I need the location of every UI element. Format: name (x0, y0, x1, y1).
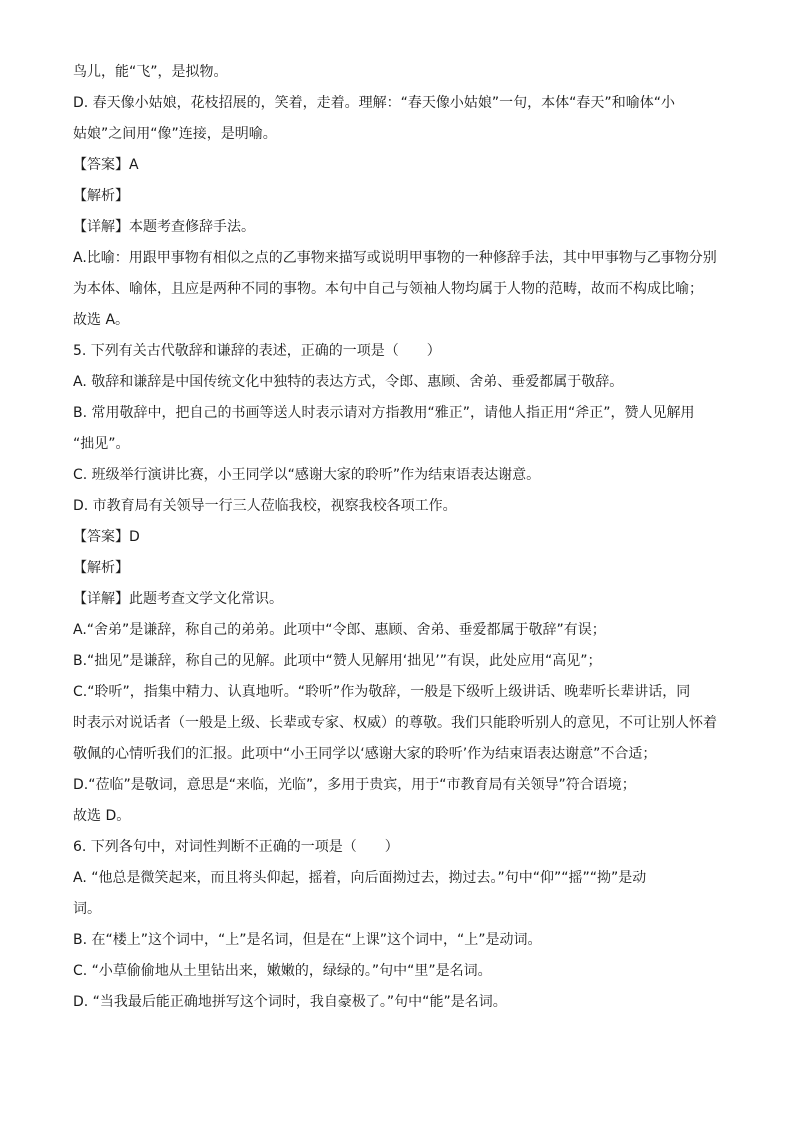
answer-label: 【答案】D (73, 529, 140, 545)
detail-label: 【详解】本题考查修辞手法。 (73, 219, 255, 235)
text-line: 时表示对说话者（一般是上级、长辈或专家、权威）的尊敬。我们只能聆听别人的意见，不可让别人怀着 (73, 715, 717, 731)
text-line: 故选 D。 (73, 808, 131, 824)
text-line: A.比喻：用跟甲事物有相似之点的乙事物来描写或说明甲事物的一种修辞手法，其中甲事物与乙事物分别 (73, 250, 717, 266)
question-5-option-d: D. 市教育局有关领导一行三人莅临我校，视察我校各项工作。 (73, 498, 457, 514)
question-5-stem: 5. 下列有关古代敬辞和谦辞的表述，正确的一项是（ ） (73, 343, 441, 359)
text-line: 为本体、喻体，且应是两种不同的事物。本句中自己与领袖人物均属于人物的范畴，故而不构成比喻； (73, 281, 703, 297)
text-line: “拙见”。 (73, 436, 130, 452)
analysis-label: 【解析】 (73, 188, 129, 204)
question-6-option-a: A. “他总是微笑起来，而且将头仰起，摇着，向后面拗过去，拗过去。”句中“仰”“摇”“拗”是动 (73, 870, 647, 886)
document-page (73, 62, 723, 1023)
text-line: 鸟儿，能“飞”，是拟物。 (73, 64, 228, 80)
answer-label: 【答案】A (73, 157, 139, 173)
text-line: 词。 (73, 901, 101, 917)
question-5-option-b: B. 常用敬辞中，把自己的书画等送人时表示请对方指教用“雅正”，请他人指正用“斧正”，赞人见解用 (73, 405, 695, 421)
text-line: 敬佩的心情听我们的汇报。此项中“小王同学以‘感谢大家的聆听’作为结束语表达谢意”不合适； (73, 746, 657, 762)
question-5-option-a: A. 敬辞和谦辞是中国传统文化中独特的表达方式，令郎、惠顾、舍弟、垂爱都属于敬辞。 (73, 374, 624, 390)
text-line: B.“拙见”是谦辞，称自己的见解。此项中“赞人见解用‘拙见’”有误，此处应用“高见”； (73, 653, 602, 669)
text-line: 故选 A。 (73, 312, 130, 328)
text-line: A.“舍弟”是谦辞，称自己的弟弟。此项中“令郎、惠顾、舍弟、垂爱都属于敬辞”有误； (73, 622, 606, 638)
text-line: D.“莅临”是敬词，意思是“来临，光临”，多用于贵宾，用于“市教育局有关领导”符合语境； (73, 777, 636, 793)
text-line: D. 春天像小姑娘，花枝招展的，笑着，走着。理解：“春天像小姑娘”一句，本体“春天”和喻体“小 (73, 95, 675, 111)
analysis-label: 【解析】 (73, 560, 129, 576)
question-6-option-c: C. “小草偷偷地从土里钻出来，嫩嫩的，绿绿的。”句中“里”是名词。 (73, 963, 492, 979)
text-line: 姑娘”之间用“像”连接，是明喻。 (73, 126, 277, 142)
question-6-stem: 6. 下列各句中，对词性判断不正确的一项是（ ） (73, 839, 399, 855)
question-6-option-b: B. 在“楼上”这个词中，“上”是名词，但是在“上课”这个词中，“上”是动词。 (73, 932, 542, 948)
question-5-option-c: C. 班级举行演讲比赛，小王同学以“感谢大家的聆听”作为结束语表达谢意。 (73, 467, 541, 483)
detail-label: 【详解】此题考查文学文化常识。 (73, 591, 283, 607)
text-line: C.“聆听”，指集中精力、认真地听。“聆听”作为敬辞，一般是下级听上级讲话、晚辈听长辈讲话，同 (73, 684, 691, 700)
question-6-option-d: D. “当我最后能正确地拼写这个词时，我自豪极了。”句中“能”是名词。 (73, 994, 507, 1010)
